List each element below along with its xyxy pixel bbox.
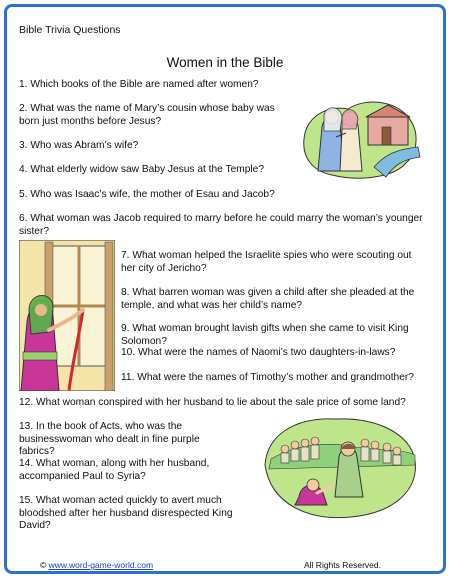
question-6: 6. What woman was Jacob required to marry before he could marry the woman’s younger sister? — [19, 213, 423, 237]
worksheet-page — [4, 4, 446, 574]
question-15: 15. What woman acted quickly to avert much bloodshed after her husband disrespected King David? — [19, 495, 233, 532]
question-5: 5. Who was Isaac’s wife, the mother of Esau and Jacob? — [19, 189, 275, 200]
question-2: 2. What was the name of Mary’s cousin whose baby was born just months before Jesus? — [19, 103, 275, 127]
question-1: 1. Which books of the Bible are named after women? — [19, 79, 259, 90]
question-4: 4. What elderly widow saw Baby Jesus at the Temple? — [19, 164, 264, 175]
question-3: 3. Who was Abram’s wife? — [19, 140, 139, 151]
website-link[interactable]: www.word-game-world.com — [48, 560, 154, 570]
two-women-greeting-image — [296, 87, 424, 183]
copyright-symbol: © — [40, 560, 47, 570]
question-7: 7. What woman helped the Israelite spies who were scouting out her city of Jericho? — [121, 250, 412, 274]
question-11: 11. What were the names of Timothy’s mother and grandmother? — [121, 372, 414, 383]
woman-at-window-image — [19, 240, 115, 391]
footer-rights: All Rights Reserved. — [304, 560, 382, 570]
question-12: 12. What woman conspired with her husband to lie about the sale price of some land? — [19, 397, 406, 408]
question-9: 9. What woman brought lavish gifts when she came to visit King Solomon? — [121, 323, 409, 347]
question-13: 13. In the book of Acts, who was the businesswoman who dealt in fine purple fabrics? — [19, 421, 200, 458]
question-10: 10. What were the names of Naomi’s two daughters-in-laws? — [121, 347, 396, 358]
crowd-kneeling-image — [255, 405, 423, 521]
page-title: Women in the Bible — [166, 55, 284, 70]
question-8: 8. What barren woman was given a child after she pleaded at the temple, and what was her child’s name? — [121, 287, 415, 311]
question-14: 14. What woman, along with her husband, accompanied Paul to Syria? — [19, 458, 210, 482]
footer-copyright — [40, 560, 153, 570]
header-label: Bible Trivia Questions — [19, 24, 121, 36]
